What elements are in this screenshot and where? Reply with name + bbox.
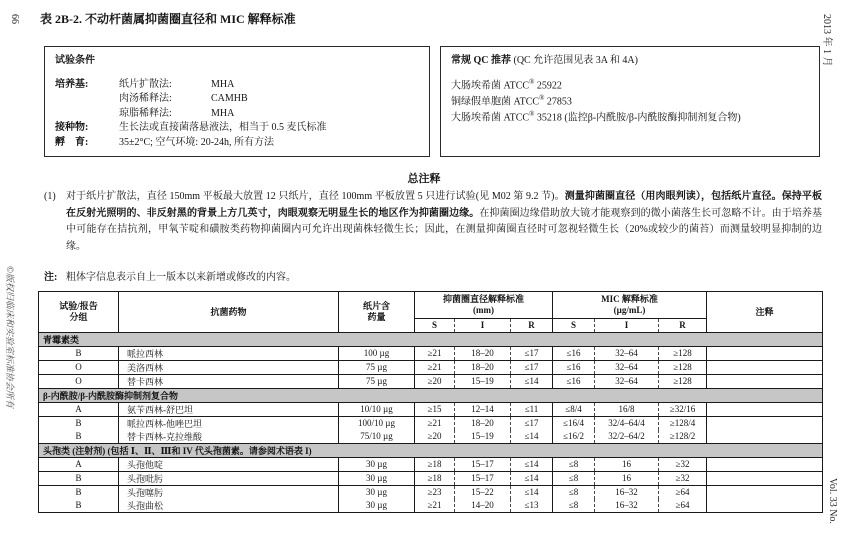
cell-mic-i: 16/8 xyxy=(595,402,659,416)
cell-drug: 头孢他啶 xyxy=(119,457,339,471)
cell-zone-r: ≤14 xyxy=(511,374,553,388)
test-conditions-box xyxy=(44,46,430,157)
cell-zone-r: ≤14 xyxy=(511,457,553,471)
cell-mic-i: 16–32 xyxy=(595,485,659,499)
cell-zone-r: ≤17 xyxy=(511,416,553,430)
cell-mic-r: ≥64 xyxy=(659,485,707,499)
cell-mic-i: 32/4–64/4 xyxy=(595,416,659,430)
strain-number: 27853 xyxy=(544,96,572,108)
qc-strain xyxy=(451,109,809,125)
table-row xyxy=(39,416,823,430)
registered-mark-icon: ® xyxy=(529,77,535,86)
header-test-report-group: 试验/报告 分组 xyxy=(39,292,119,333)
cell-zone-s: ≥18 xyxy=(415,457,455,471)
qc-title-suffix: (QC 允许范围见表 3A 和 4A) xyxy=(511,55,638,66)
cell-note xyxy=(707,471,823,485)
cell-mic-r: ≥32 xyxy=(659,457,707,471)
table-row xyxy=(39,485,823,499)
cell-zone-r: ≤14 xyxy=(511,485,553,499)
medium-line xyxy=(119,78,248,93)
breakpoint-table xyxy=(38,291,823,513)
cell-zone-r: ≤11 xyxy=(511,402,553,416)
cell-group: A xyxy=(39,457,119,471)
cell-disk-content: 100/10 µg xyxy=(339,416,415,430)
cell-mic-s: ≤8/4 xyxy=(553,402,595,416)
cell-disk-content: 30 µg xyxy=(339,471,415,485)
cell-zone-s: ≥15 xyxy=(415,402,455,416)
header-mic-s: S xyxy=(553,319,595,333)
cell-group: O xyxy=(39,360,119,374)
volume-vertical: Vol. 33 No. xyxy=(827,478,838,524)
strain-name: 大肠埃希菌 ATCC xyxy=(451,79,530,91)
cell-mic-r: ≥32 xyxy=(659,471,707,485)
cell-disk-content: 10/10 µg xyxy=(339,402,415,416)
cell-zone-i: 18–20 xyxy=(455,360,511,374)
qc-recommendations-box xyxy=(440,46,820,157)
note-label: 注: xyxy=(44,272,58,283)
cell-zone-i: 15–22 xyxy=(455,485,511,499)
strain-number: 35218 (监控β-内酰胺/β-内酰胺酶抑制剂复合物) xyxy=(534,112,741,124)
cell-drug: 美洛西林 xyxy=(119,360,339,374)
cell-zone-i: 12–14 xyxy=(455,402,511,416)
cell-drug: 头孢吡肟 xyxy=(119,471,339,485)
copyright-vertical: ©版权归临床和实验室标准协会所有 xyxy=(5,266,15,408)
cell-group: O xyxy=(39,374,119,388)
cell-drug: 替卡西林-克拉维酸 xyxy=(119,430,339,444)
cell-disk-content: 75 µg xyxy=(339,360,415,374)
cell-zone-i: 15–17 xyxy=(455,457,511,471)
cell-zone-s: ≥23 xyxy=(415,485,455,499)
cell-zone-i: 18–20 xyxy=(455,416,511,430)
inoculum-value: 生长法或直接菌落悬液法，相当于 0.5 麦氏标准 xyxy=(119,122,327,133)
date-vertical: 2013 年 1 月 xyxy=(821,14,832,67)
cell-mic-r: ≥128/4 xyxy=(659,416,707,430)
table-row xyxy=(39,430,823,444)
table-row xyxy=(39,360,823,374)
cell-mic-r: ≥64 xyxy=(659,499,707,513)
comment-item-1 xyxy=(44,189,822,255)
cell-zone-s: ≥20 xyxy=(415,430,455,444)
cell-mic-s: ≤8 xyxy=(553,471,595,485)
header-zone-s: S xyxy=(415,319,455,333)
cell-drug: 头孢曲松 xyxy=(119,499,339,513)
header-mic-group: MIC 解释标准 (µg/mL) xyxy=(553,292,707,319)
cell-disk-content: 100 µg xyxy=(339,346,415,360)
cell-mic-i: 32–64 xyxy=(595,360,659,374)
cell-group: B xyxy=(75,487,82,498)
cell-zone-s: ≥21 xyxy=(415,416,455,430)
strain-number: 25922 xyxy=(534,79,562,91)
method-value: MHA xyxy=(211,107,235,119)
incubation-value: 35±2°C; 空气环境: 20-24h, 所有方法 xyxy=(119,136,275,148)
cell-mic-i: 32–64 xyxy=(595,374,659,388)
cell-mic-r: ≥128 xyxy=(659,360,707,374)
cell-mic-s: ≤16/2 xyxy=(553,430,595,444)
cell-zone-s: ≥20 xyxy=(415,374,455,388)
note-text: 粗体字信息表示自上一版本以来新增或修改的内容。 xyxy=(66,272,296,283)
header-mic-r: R xyxy=(659,319,707,333)
qc-strain xyxy=(451,77,809,93)
cell-mic-s: ≤8 xyxy=(553,457,595,471)
comment-part-3: 在抑菌圈边缘借助放大镜才能观察到的微小菌落生长可忽略不计。由于培养基中可能存在拮抗剂，甲氧苄啶和磺胺类药物抑菌圈内可允许出现菌株轻微生长；因此，在测量抑菌圈直径时可忽视轻微生长（20%或较少的菌苔）而测量较明显抑制的边缘。 xyxy=(66,207,823,252)
registered-mark-icon: ® xyxy=(529,110,535,119)
medium-label: 培养基: xyxy=(55,78,89,90)
qc-strain xyxy=(451,93,809,109)
cell-disk-content: 75/10 µg xyxy=(339,430,415,444)
cell-mic-i: 32/2–64/2 xyxy=(595,430,659,444)
cell-note xyxy=(707,416,823,430)
method-label: 肉汤稀释法: xyxy=(119,93,172,104)
cell-zone-s: ≥18 xyxy=(415,471,455,485)
cell-mic-s: ≤16 xyxy=(553,346,595,360)
strain-name: 铜绿假单胞菌 ATCC xyxy=(451,96,540,108)
cell-group: B xyxy=(75,418,82,429)
cell-group: B xyxy=(39,499,119,513)
header-mic-i: I xyxy=(595,319,659,333)
inoculum-label: 接种物: xyxy=(55,122,89,133)
page-number-vertical: 66 xyxy=(9,14,20,24)
method-label: 琼脂稀释法: xyxy=(119,107,172,119)
cell-mic-s: ≤8 xyxy=(553,485,595,499)
cell-zone-s: ≥21 xyxy=(415,346,455,360)
cell-zone-i: 15–19 xyxy=(455,430,511,444)
condition-row-inoculum xyxy=(55,121,419,136)
qc-title-line xyxy=(451,54,809,69)
cell-drug: 替卡西林 xyxy=(119,374,339,388)
cell-mic-i: 16 xyxy=(595,457,659,471)
cell-group: B xyxy=(39,430,119,444)
cell-mic-s: ≤16 xyxy=(553,360,595,374)
qc-title: 常规 QC 推荐 xyxy=(451,55,511,66)
cell-zone-r: ≤14 xyxy=(511,471,553,485)
header-zone-r: R xyxy=(511,319,553,333)
cell-zone-r: ≤13 xyxy=(511,499,553,513)
comment-marker: (1) xyxy=(44,191,56,202)
header-antimicrobial-agent: 抗菌药物 xyxy=(119,292,339,333)
cell-drug: 头孢噻肟 xyxy=(119,485,339,499)
medium-line xyxy=(119,92,248,107)
header-comments: 注释 xyxy=(707,292,823,333)
cell-mic-i: 16–32 xyxy=(595,499,659,513)
cell-zone-i: 15–17 xyxy=(455,471,511,485)
page-title: 表 2B-2. 不动杆菌属抑菌圈直径和 MIC 解释标准 xyxy=(40,12,296,26)
section-header-beta-lactam-combinations: β-内酰胺/β-内酰胺酶抑制剂复合物 xyxy=(39,388,823,402)
cell-disk-content: 30 µg xyxy=(339,457,415,471)
condition-row-incubation xyxy=(55,136,419,151)
cell-mic-r: ≥32/16 xyxy=(659,402,707,416)
cell-mic-i: 16 xyxy=(595,471,659,485)
method-value: MHA xyxy=(211,78,235,90)
section-header-penicillins: 青霉素类 xyxy=(39,332,823,346)
method-value: CAMHB xyxy=(211,93,248,104)
header-zone-diameter-group: 抑菌圈直径解释标准 (mm) xyxy=(415,292,553,319)
cell-note xyxy=(707,346,823,360)
cell-zone-r: ≤17 xyxy=(511,346,553,360)
cell-note xyxy=(707,457,823,471)
section-header-cephems: 头孢类 (注射剂) (包括 Ⅰ、Ⅱ、Ⅲ和 IV 代头孢菌素。请参阅术语表 I) xyxy=(39,443,823,457)
cell-zone-i: 14–20 xyxy=(455,499,511,513)
cell-mic-s: ≤16/4 xyxy=(553,416,595,430)
cell-note xyxy=(707,499,823,513)
method-label: 纸片扩散法: xyxy=(119,78,172,90)
cell-drug: 哌拉西林 xyxy=(119,346,339,360)
incubation-label: 孵 育: xyxy=(55,136,89,148)
cell-zone-i: 18–20 xyxy=(455,346,511,360)
cell-zone-r: ≤14 xyxy=(511,430,553,444)
cell-zone-i: 15–19 xyxy=(455,374,511,388)
comment-text xyxy=(66,189,822,255)
cell-group: B xyxy=(39,471,119,485)
cell-group: A xyxy=(39,402,119,416)
comment-part-1: 对于纸片扩散法，直径 150mm 平板最大放置 12 只纸片，直径 100mm 平板放置 5 只进行试验(见 M02 第 9.2 节)。 xyxy=(66,191,565,202)
cell-disk-content: 30 µg xyxy=(339,499,415,513)
cell-disk-content: 30 µg xyxy=(339,485,415,499)
condition-row-medium xyxy=(55,78,419,122)
strain-name: 大肠埃希菌 ATCC xyxy=(451,112,530,124)
cell-note xyxy=(707,485,823,499)
medium-line xyxy=(119,107,248,122)
cell-note xyxy=(707,360,823,374)
table-row xyxy=(39,499,823,513)
cell-note xyxy=(707,402,823,416)
cell-mic-r: ≥128 xyxy=(659,346,707,360)
cell-disk-content: 75 µg xyxy=(339,374,415,388)
cell-mic-r: ≥128/2 xyxy=(659,430,707,444)
cell-drug: 哌拉西林-他唑巴坦 xyxy=(119,416,339,430)
table-row xyxy=(39,402,823,416)
cell-mic-s: ≤8 xyxy=(553,499,595,513)
header-zone-i: I xyxy=(455,319,511,333)
registered-mark-icon: ® xyxy=(539,93,545,102)
cell-zone-s: ≥21 xyxy=(415,360,455,374)
comment-part-2-bold: 测量抑菌圈直径（用肉眼判读），包括纸片直径。保持平板在反射光照明的、非反射黑的背景上方几英寸，肉眼观察无明显生长的地区作为抑菌圈边缘。 xyxy=(66,191,822,219)
cell-note xyxy=(707,430,823,444)
general-comments-body xyxy=(44,189,822,255)
conditions-title: 试验条件 xyxy=(55,55,95,66)
cell-zone-s: ≥21 xyxy=(415,499,455,513)
cell-drug: 氨苄西林-舒巴坦 xyxy=(119,402,339,416)
bold-note-line xyxy=(44,268,822,283)
table-row xyxy=(39,374,823,388)
cell-mic-i: 32–64 xyxy=(595,346,659,360)
cell-note xyxy=(707,374,823,388)
cell-mic-s: ≤16 xyxy=(553,374,595,388)
header-disk-content: 纸片含 药量 xyxy=(339,292,415,333)
cell-group: B xyxy=(39,346,119,360)
table-row xyxy=(39,471,823,485)
table-row xyxy=(39,346,823,360)
table-row xyxy=(39,457,823,471)
cell-mic-r: ≥128 xyxy=(659,374,707,388)
general-comments-heading: 总注释 xyxy=(407,173,441,185)
cell-zone-r: ≤17 xyxy=(511,360,553,374)
